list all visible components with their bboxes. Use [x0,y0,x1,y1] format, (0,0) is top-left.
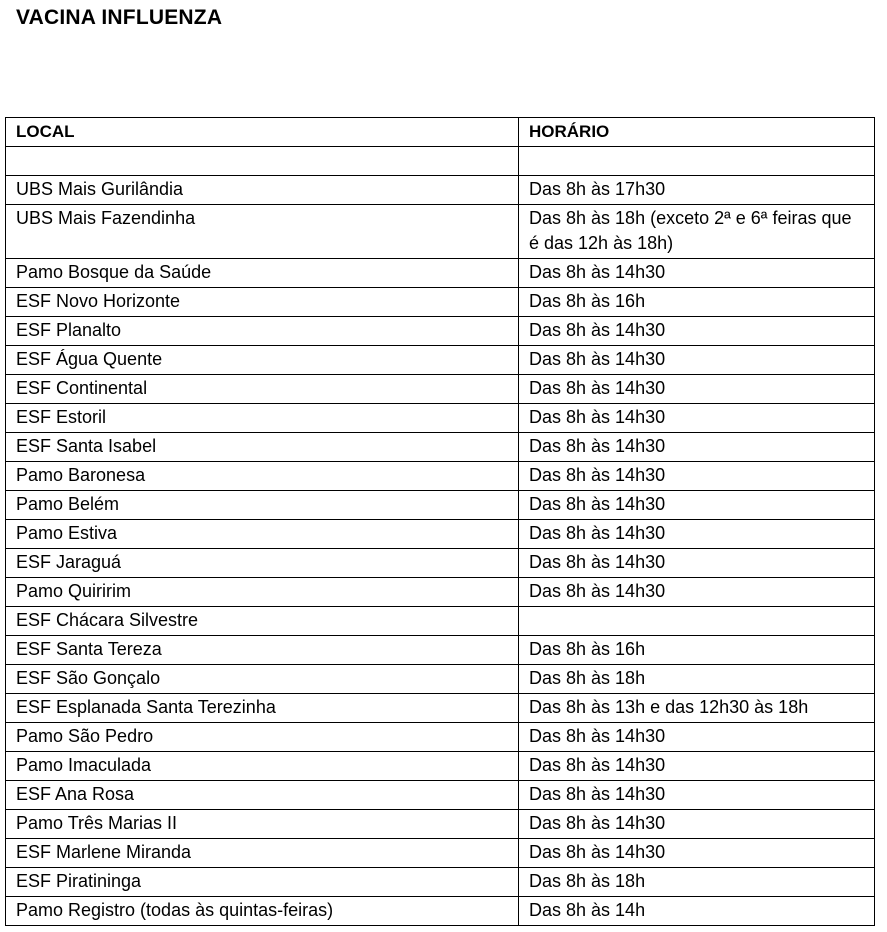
table-row [6,375,875,404]
cell-horario: Das 8h às 14h30 [519,810,875,839]
column-header-horario: HORÁRIO [519,118,875,147]
cell-horario: Das 8h às 14h30 [519,549,875,578]
table-row [6,147,875,176]
schedule-body [6,147,875,926]
cell-local: Pamo Belém [6,491,519,520]
table-row [6,462,875,491]
cell-local: Pamo Baronesa [6,462,519,491]
table-row [6,665,875,694]
table-row [6,205,875,259]
cell-horario: Das 8h às 14h30 [519,462,875,491]
table-row [6,839,875,868]
cell-horario: Das 8h às 16h [519,636,875,665]
table-row [6,781,875,810]
cell-local: ESF Continental [6,375,519,404]
page-title: VACINA INFLUENZA [16,6,223,29]
cell-local: ESF Chácara Silvestre [6,607,519,636]
cell-horario: Das 8h às 14h30 [519,433,875,462]
cell-local: Pamo Estiva [6,520,519,549]
cell-horario: Das 8h às 14h30 [519,520,875,549]
table-header-row [6,118,875,147]
table-row [6,752,875,781]
table-row [6,491,875,520]
cell-local: ESF Santa Tereza [6,636,519,665]
cell-local: ESF Piratininga [6,868,519,897]
cell-local: ESF Santa Isabel [6,433,519,462]
cell-local [6,147,519,176]
cell-local: UBS Mais Gurilândia [6,176,519,205]
cell-horario: Das 8h às 13h e das 12h30 às 18h [519,694,875,723]
cell-local: ESF Marlene Miranda [6,839,519,868]
cell-horario: Das 8h às 18h (exceto 2ª e 6ª feiras que é das 12h às 18h) [519,205,875,259]
cell-local: ESF Esplanada Santa Terezinha [6,694,519,723]
cell-horario: Das 8h às 14h30 [519,781,875,810]
table-row [6,578,875,607]
table-row [6,317,875,346]
cell-local: Pamo Imaculada [6,752,519,781]
table-row [6,288,875,317]
table-row [6,868,875,897]
cell-horario: Das 8h às 18h [519,868,875,897]
table-row [6,897,875,926]
table-row [6,810,875,839]
cell-horario: Das 8h às 16h [519,288,875,317]
table-row [6,346,875,375]
table-row [6,404,875,433]
cell-horario: Das 8h às 14h30 [519,491,875,520]
cell-local: ESF Estoril [6,404,519,433]
cell-horario: Das 8h às 14h30 [519,839,875,868]
table-row [6,549,875,578]
cell-local: ESF Ana Rosa [6,781,519,810]
table-row [6,607,875,636]
table-row [6,176,875,205]
schedule-table [5,117,875,926]
table-row [6,520,875,549]
cell-local: ESF Jaraguá [6,549,519,578]
table-row [6,723,875,752]
cell-local: ESF Água Quente [6,346,519,375]
cell-horario: Das 8h às 17h30 [519,176,875,205]
cell-horario: Das 8h às 14h30 [519,752,875,781]
cell-local: Pamo Quiririm [6,578,519,607]
table-row [6,433,875,462]
table-row [6,694,875,723]
cell-local: UBS Mais Fazendinha [6,205,519,259]
cell-local: Pamo Registro (todas às quintas-feiras) [6,897,519,926]
cell-horario: Das 8h às 14h30 [519,259,875,288]
column-header-local: LOCAL [6,118,519,147]
cell-local: Pamo São Pedro [6,723,519,752]
cell-horario: Das 8h às 14h30 [519,375,875,404]
cell-horario: Das 8h às 14h30 [519,346,875,375]
cell-horario: Das 8h às 18h [519,665,875,694]
cell-horario [519,607,875,636]
cell-horario: Das 8h às 14h [519,897,875,926]
cell-local: ESF São Gonçalo [6,665,519,694]
cell-horario: Das 8h às 14h30 [519,723,875,752]
table-row [6,259,875,288]
cell-horario: Das 8h às 14h30 [519,578,875,607]
cell-local: ESF Novo Horizonte [6,288,519,317]
cell-local: Pamo Bosque da Saúde [6,259,519,288]
cell-local: ESF Planalto [6,317,519,346]
cell-local: Pamo Três Marias II [6,810,519,839]
cell-horario: Das 8h às 14h30 [519,317,875,346]
cell-horario: Das 8h às 14h30 [519,404,875,433]
cell-horario [519,147,875,176]
table-row [6,636,875,665]
